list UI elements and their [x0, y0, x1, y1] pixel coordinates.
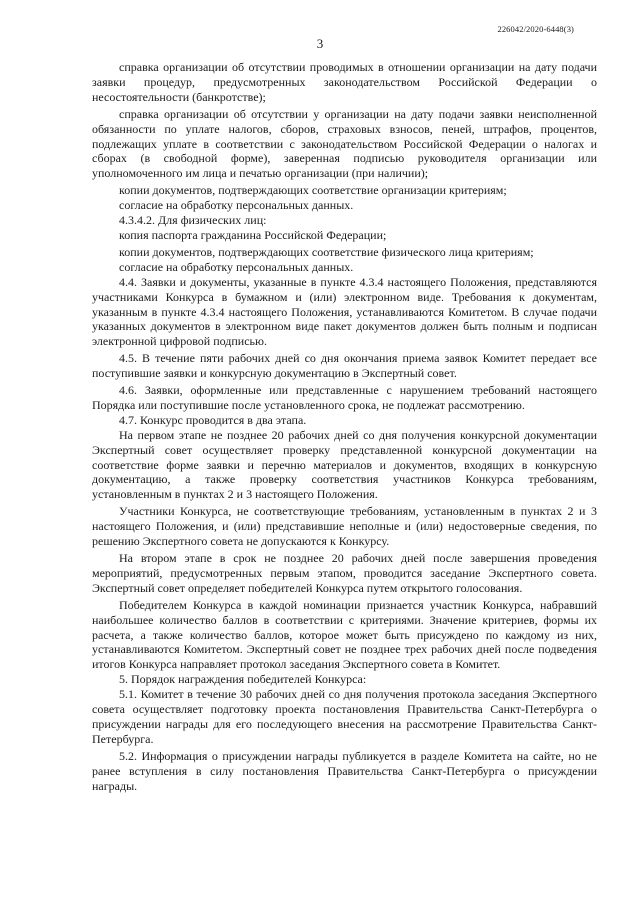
paragraph-org-criteria-docs: копии документов, подтверждающих соответствие организации критериям; [119, 183, 507, 198]
paragraph-winner-definition: Победителем Конкурса в каждой номинации признается участник Конкурса, набравший наибольшее количество баллов в соответствии с критериями. Значение критериев, формы их расчета, а также количество баллов, которое может быть присуждено по каждому из них, устанавливаются Комитетом. Экспертный совет не позднее трех рабочих дней после подведения итогов Конкурса направляет протокол заседания Экспертного совета в Комитет. [92, 597, 597, 672]
paragraph-section-4-3-4-2: 4.3.4.2. Для физических лиц: [119, 213, 267, 228]
paragraph-section-5-2: 5.2. Информация о присуждении награды публикуется в разделе Комитета на сайте, но не ранее вступления в силу постановления Правительства Санкт-Петербурга о присуждении награды. [92, 748, 597, 793]
paragraph-section-4-5: 4.5. В течение пяти рабочих дней со дня окончания приема заявок Комитет передает все поступившие заявки и конкурсную документацию в Экспертный совет. [92, 351, 597, 381]
paragraph-person-consent: согласие на обработку персональных данных. [119, 259, 354, 274]
paragraph-section-4-6: 4.6. Заявки, оформленные или представленные с нарушением требований настоящего Порядка или поступившие после установленного срока, не подлежат рассмотрению. [92, 383, 597, 412]
document-registration-number: 226042/2020-6448(3) [497, 24, 574, 34]
paragraph-section-5-1: 5.1. Комитет в течение 30 рабочих дней со дня получения протокола заседания Экспертного совета осуществляет подготовку проекта постановления Правительства Санкт-Петербурга о присуждении награды для его последующего внесения на рассмотрение Правительства Санкт-Петербурга. [92, 687, 597, 746]
paragraph-tax-certificate: справка организации об отсутствии у организации на дату подачи заявки неисполненной обязанности по уплате налогов, сборов, страховых взносов, пеней, штрафов, процентов, подлежащих уплате в соответствии с законодательством Российской Федерации о налогах и сборах (в свободной форме), заверенная подписью руководителя организации или уполномоченного им лица и печатью организации (при наличии); [92, 106, 597, 181]
paragraph-section-5: 5. Порядок награждения победителей Конкурса: [119, 672, 367, 687]
paragraph-participants-rejected: Участники Конкурса, не соответствующие требованиям, установленным в пунктах 2 и 3 настоящего Положения, и (или) представившие неполные и (или) недостоверные сведения, по решению Экспертного совета не допускаются к Конкурсу. [92, 504, 597, 549]
paragraph-section-4-7: 4.7. Конкурс проводится в два этапа. [119, 412, 307, 427]
paragraph-section-4-4: 4.4. Заявки и документы, указанные в пункте 4.3.4 настоящего Положения, представляются участниками Конкурса в бумажном и (или) электронном виде. Требования к документам, указанным в пункте 4.3.4 настоящего Положения, устанавливаются Комитетом. В случае подачи указанных документов в электронном виде пакет документов должен быть полным и подписан электронной цифровой подписью. [92, 274, 597, 349]
paragraph-person-criteria-docs: копии документов, подтверждающих соответствие физического лица критериям; [119, 244, 534, 259]
page-number: 3 [316, 36, 324, 51]
paragraph-org-consent: согласие на обработку персональных данных. [119, 198, 354, 213]
paragraph-bankruptcy-certificate: справка организации об отсутствии проводимых в отношении организации на дату подачи заявки процедур, предусмотренных законодательством Российской Федерации о несостоятельности (банкротстве); [92, 60, 597, 104]
paragraph-first-stage: На первом этапе не позднее 20 рабочих дней со дня получения конкурсной документации Экспертный совет осуществляет проверку представленной конкурсной документации на соответствие форме заявки и перечню материалов и документов, входящих в конкурсную документацию, а также проверку соответствия участников Конкурса требованиям, установленным в пунктах 2 и 3 настоящего Положения. [92, 427, 597, 502]
document-body [92, 60, 597, 794]
paragraph-passport-copy: копия паспорта гражданина Российской Федерации; [119, 227, 387, 242]
paragraph-second-stage: На втором этапе в срок не позднее 20 рабочих дней после завершения проведения мероприятий, предусмотренных первым этапом, проводится заседание Экспертного совета. Экспертный совет определяет победителей Конкурса путем открытого голосования. [92, 551, 597, 595]
